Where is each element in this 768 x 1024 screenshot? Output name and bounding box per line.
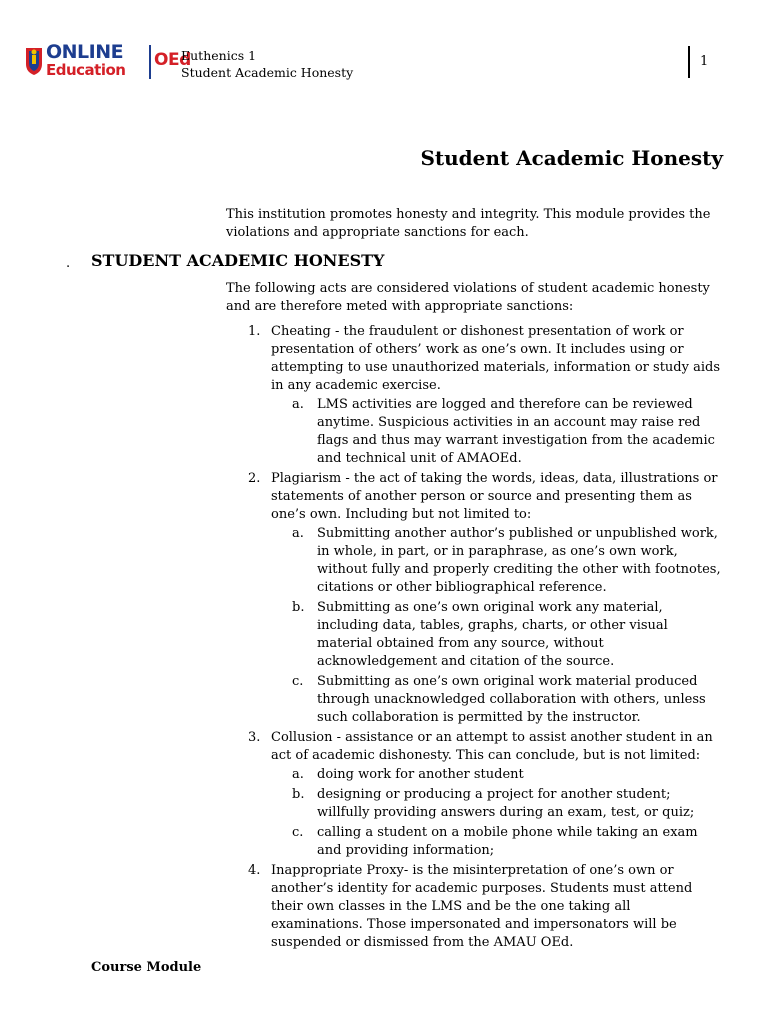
list-item-number: 2. <box>248 471 261 486</box>
list-item-text: Plagiarism - the act of taking the words, ideas, data, illustrations or statements of another person or source and presenting them as one’s own. Including but not limited to: <box>271 471 718 522</box>
sub-list-item <box>271 786 726 822</box>
sub-list-item-text: LMS activities are logged and therefore can be reviewed anytime. Suspicious activities in an account may raise red flags and thus may warrant investigation from the academic and technical unit of AMAOEd. <box>317 397 715 466</box>
intro-paragraph: This institution promotes honesty and integrity. This module provides the violations and appropriate sanctions for each. <box>226 207 711 240</box>
list-item <box>226 729 726 860</box>
lead-paragraph: The following acts are considered violations of student academic honesty and are therefore meted with appropriate sanctions: <box>226 281 710 314</box>
course-name: Euthenics 1 <box>181 48 257 63</box>
sub-list-item-text: Submitting as one’s own original work any material, including data, tables, graphs, charts, or other visual material obtained from any source, without acknowledgement and citation of the source. <box>317 600 668 669</box>
sub-list-item-letter: c. <box>292 825 304 840</box>
list-item-number: 1. <box>248 324 261 339</box>
page-number-divider <box>688 46 690 78</box>
sub-list-item-text: calling a student on a mobile phone while taking an exam and providing information; <box>317 825 698 858</box>
page-header <box>0 0 768 100</box>
sub-list-item-letter: a. <box>292 397 304 412</box>
section-bullet: . <box>66 256 71 271</box>
sub-list-item <box>271 673 726 727</box>
list-item <box>226 862 726 952</box>
logo-education-text: Education <box>46 61 126 79</box>
footer-course-module: Course Module <box>91 960 202 975</box>
logo-oed-text: OEd <box>154 50 191 70</box>
section-heading: STUDENT ACADEMIC HONESTY <box>91 251 385 270</box>
violations-list <box>226 323 726 954</box>
sub-list-item-letter: c. <box>292 674 304 689</box>
sub-list-item <box>271 766 726 784</box>
list-item <box>226 323 726 468</box>
list-item-text: Cheating - the fraudulent or dishonest presentation of work or presentation of others’ work as one’s own. It includes using or attempting to use unauthorized materials, information or study aids in any academic exercise. <box>271 324 720 393</box>
shield-crest-icon <box>24 46 44 76</box>
sub-list-item <box>271 396 726 468</box>
module-title: Student Academic Honesty <box>181 65 354 80</box>
sub-list-item-text: designing or producing a project for another student; willfully providing answers during an exam, test, or quiz; <box>317 787 695 820</box>
sub-list-item-letter: a. <box>292 526 304 541</box>
list-item-number: 3. <box>248 730 261 745</box>
list-item-text: Inappropriate Proxy- is the misinterpretation of one’s own or another’s identity for academic purposes. Students must attend their own classes in the LMS and be the one taking all examinations. Those impersonated and impersonators will be suspended or dismissed from the AMAU OEd. <box>271 863 693 950</box>
sub-list <box>271 766 726 860</box>
sub-list-item-text: doing work for another student <box>317 767 524 782</box>
logo-online-text: ONLINE <box>46 41 124 63</box>
sub-list <box>271 396 726 468</box>
sub-list-item-text: Submitting another author’s published or unpublished work, in whole, in part, or in paraphrase, as one’s own work, without fully and properly crediting the other with footnotes, citations or other bibliographical reference. <box>317 526 721 595</box>
logo-divider <box>149 45 151 79</box>
sub-list-item <box>271 824 726 860</box>
page-number: 1 <box>700 54 709 69</box>
sub-list-item-letter: b. <box>292 787 305 802</box>
sub-list <box>271 525 726 727</box>
list-item <box>226 470 726 727</box>
sub-list-item-text: Submitting as one’s own original work material produced through unacknowledged collaboration with others, unless such collaboration is permitted by the instructor. <box>317 674 706 725</box>
sub-list-item <box>271 599 726 671</box>
list-item-number: 4. <box>248 863 261 878</box>
document-title: Student Academic Honesty <box>420 146 723 170</box>
amaoed-logo <box>24 41 191 84</box>
sub-list-item-letter: a. <box>292 767 304 782</box>
sub-list-item-letter: b. <box>292 600 305 615</box>
sub-list-item <box>271 525 726 597</box>
list-item-text: Collusion - assistance or an attempt to assist another student in an act of academic dishonesty. This can conclude, but is not limited: <box>271 730 713 763</box>
